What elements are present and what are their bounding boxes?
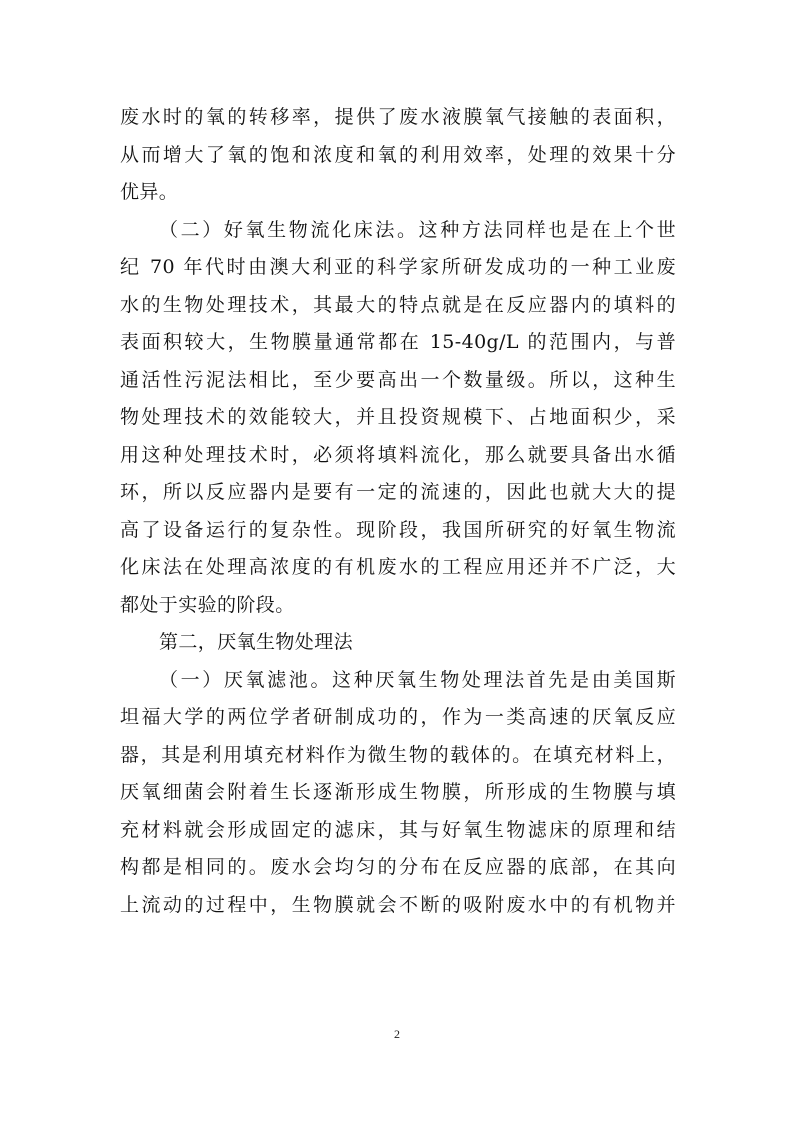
text-line: 第二，厌氧生物处理法 — [159, 631, 354, 653]
text-line: 优异。 — [120, 181, 179, 203]
text-line: 上流动的过程中，生物膜就会不断的吸附废水中的有机物并 — [120, 893, 676, 916]
text-line: 通活性污泥法相比，至少要高出一个数量级。所以，这种生 — [120, 368, 676, 391]
body-text — [120, 99, 676, 924]
text-line: 从而增大了氧的饱和浓度和氧的利用效率，处理的效果十分 — [120, 143, 676, 166]
page-number: 2 — [394, 1027, 400, 1041]
text-line: 构都是相同的。废水会均匀的分布在反应器的底部，在其向 — [120, 856, 676, 878]
text-line: 坦福大学的两位学者研制成功的，作为一类高速的厌氧反应 — [120, 706, 676, 728]
text-line: 废水时的氧的转移率，提供了废水液膜氧气接触的表面积， — [120, 106, 676, 128]
text-line: 器，其是利用填充材料作为微生物的载体的。在填充材料上， — [120, 743, 676, 766]
text-line: 水的生物处理技术，其最大的特点就是在反应器内的填料的 — [120, 293, 676, 316]
text-line: 用这种处理技术时，必须将填料流化，那么就要具备出水循 — [120, 443, 676, 466]
text-line: 环，所以反应器内是要有一定的流速的，因此也就大大的提 — [120, 481, 676, 503]
text-line: 厌氧细菌会附着生长逐渐形成生物膜，所形成的生物膜与填 — [120, 781, 676, 803]
text-line: 纪 70 年代时由澳大利亚的科学家所研发成功的一种工业废 — [120, 256, 676, 278]
text-line: 充材料就会形成固定的滤床，其与好氧生物滤床的原理和结 — [120, 818, 676, 841]
text-line: 化床法在处理高浓度的有机废水的工程应用还并不广泛，大 — [120, 556, 676, 578]
text-line: 都处于实验的阶段。 — [120, 593, 295, 616]
text-line: （二）好氧生物流化床法。这种方法同样也是在上个世 — [159, 218, 676, 241]
text-line: （一）厌氧滤池。这种厌氧生物处理法首先是由美国斯 — [159, 668, 676, 691]
text-line: 表面积较大，生物膜量通常都在 15-40g/L 的范围内，与普 — [120, 331, 676, 353]
text-line: 物处理技术的效能较大，并且投资规模下、占地面积少，采 — [120, 406, 676, 428]
text-line: 高了设备运行的复杂性。现阶段，我国所研究的好氧生物流 — [120, 518, 676, 541]
